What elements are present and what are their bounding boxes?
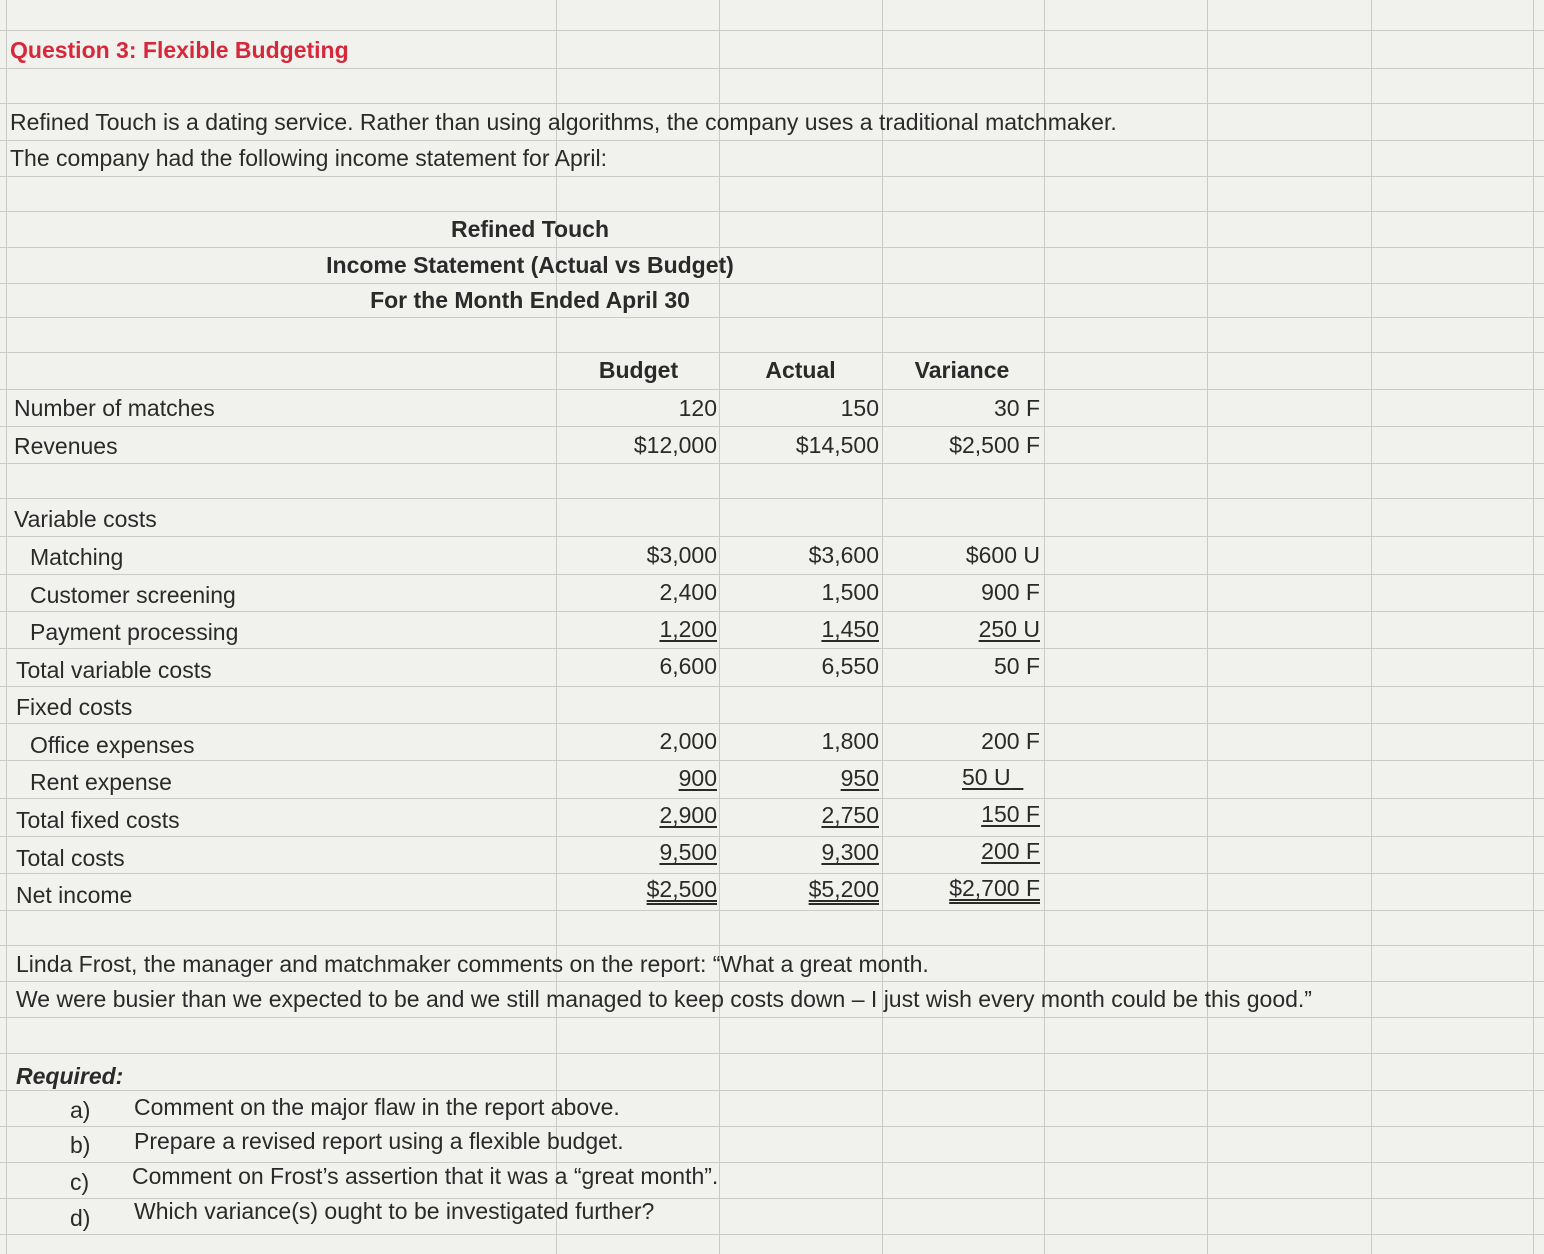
actual-cell: 6,550 [821, 653, 879, 679]
actual-cell: 1,450 [821, 616, 879, 642]
intro-line-2: The company had the following income statement for April: [10, 145, 608, 171]
variance-cell-wrap [962, 763, 1023, 791]
required-item-text: Comment on the major flaw in the report above. [134, 1094, 620, 1120]
actual-cell: $14,500 [795, 432, 879, 458]
row-label: Total fixed costs [16, 807, 180, 833]
section-label-fixed-costs: Fixed costs [16, 694, 133, 720]
budget-cell: $3,000 [646, 542, 717, 568]
variance-cell: $2,700 F [949, 875, 1040, 901]
variance-cell-wrap [884, 800, 1040, 828]
budget-cell: 2,900 [659, 802, 717, 828]
row-label: Net income [16, 882, 133, 908]
statement-title: Income Statement (Actual vs Budget) [326, 252, 734, 278]
row-label: Rent expense [30, 769, 172, 795]
budget-cell: 120 [678, 395, 717, 421]
budget-cell-wrap [560, 801, 717, 829]
actual-cell-wrap [722, 801, 879, 829]
budget-cell: 2,000 [659, 728, 717, 754]
actual-cell: 2,750 [821, 802, 879, 828]
budget-cell: 2,400 [659, 579, 717, 605]
variance-cell: $2,500 F [949, 432, 1040, 458]
budget-cell: 9,500 [659, 839, 717, 865]
actual-cell: $5,200 [808, 876, 879, 902]
variance-cell-wrap [884, 837, 1040, 865]
row-label: Payment processing [30, 619, 239, 645]
variance-cell: 30 F [993, 395, 1040, 421]
required-item-letter: d) [70, 1205, 91, 1231]
variance-cell: $600 U [965, 542, 1040, 568]
statement-company: Refined Touch [450, 216, 609, 242]
actual-cell: $3,600 [808, 542, 879, 568]
variance-cell: 50 F [993, 653, 1040, 679]
actual-cell-wrap [722, 615, 879, 643]
actual-cell-wrap [722, 875, 879, 903]
actual-cell: 9,300 [821, 839, 879, 865]
budget-cell: $12,000 [633, 432, 717, 458]
actual-cell: 950 [840, 765, 879, 791]
variance-cell: 250 U [978, 616, 1040, 642]
question-title: Question 3: Flexible Budgeting [10, 37, 349, 63]
budget-cell: 1,200 [659, 616, 717, 642]
actual-cell: 1,500 [821, 579, 879, 605]
variance-cell: 200 F [981, 728, 1040, 754]
budget-cell-wrap [560, 764, 717, 792]
required-item-letter: a) [70, 1097, 91, 1123]
budget-cell: 6,600 [659, 653, 717, 679]
row-label: Total costs [16, 845, 125, 871]
row-label: Number of matches [14, 395, 215, 421]
intro-line-1: Refined Touch is a dating service. Rather than using algorithms, the company uses a traditional matchmaker. [10, 109, 1117, 135]
column-header-actual: Actual [765, 357, 836, 383]
actual-cell-wrap [722, 764, 879, 792]
row-label: Matching [30, 544, 124, 570]
variance-cell-wrap [884, 874, 1040, 902]
budget-cell: $2,500 [646, 876, 717, 902]
required-item-text: Prepare a revised report using a flexible budget. [134, 1128, 624, 1154]
column-header-budget: Budget [598, 357, 679, 383]
column-header-variance: Variance [914, 357, 1010, 383]
variance-cell: 200 F [981, 838, 1040, 864]
row-label: Office expenses [30, 732, 195, 758]
required-item-letter: b) [70, 1132, 91, 1158]
required-label: Required: [16, 1063, 124, 1089]
comment-line-1: Linda Frost, the manager and matchmaker comments on the report: “What a great month. [16, 951, 929, 977]
budget-cell: 900 [678, 765, 717, 791]
row-label: Customer screening [30, 582, 236, 608]
required-item-letter: c) [70, 1169, 90, 1195]
actual-cell-wrap [722, 838, 879, 866]
row-label: Revenues [14, 433, 118, 459]
section-label-variable-costs: Variable costs [14, 506, 157, 532]
statement-period: For the Month Ended April 30 [370, 287, 690, 313]
required-item-text: Which variance(s) ought to be investigated further? [134, 1198, 655, 1224]
required-item-text: Comment on Frost’s assertion that it was a “great month”. [132, 1163, 719, 1189]
variance-cell: 150 F [981, 801, 1040, 827]
variance-cell-wrap [884, 615, 1040, 643]
variance-cell: 50 U [962, 764, 1011, 790]
actual-cell: 150 [840, 395, 879, 421]
variance-cell: 900 F [981, 579, 1040, 605]
comment-line-2: We were busier than we expected to be and we still managed to keep costs down – I just wish every month could be this good.” [16, 986, 1312, 1012]
budget-cell-wrap [560, 615, 717, 643]
row-label: Total variable costs [16, 657, 212, 683]
budget-cell-wrap [560, 838, 717, 866]
budget-cell-wrap [560, 875, 717, 903]
actual-cell: 1,800 [821, 728, 879, 754]
